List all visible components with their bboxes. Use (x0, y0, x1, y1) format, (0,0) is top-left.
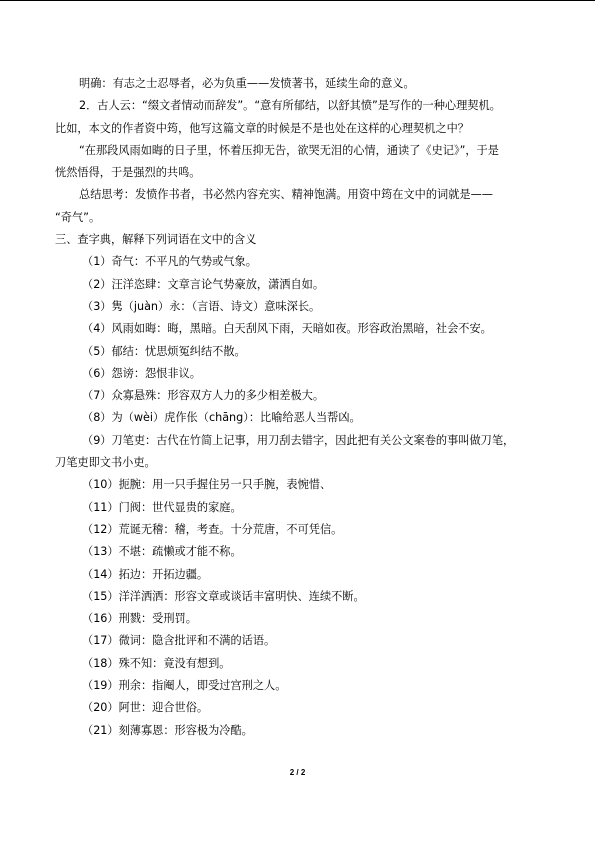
text-line: 总结思考：发愤作书者，书必然内容充实、精神饱满。用资中筠在文中的词就是—— (79, 188, 493, 202)
text-line: （20）阿世：迎合世俗。 (82, 701, 209, 715)
document-body (55, 73, 545, 742)
text-line: （16）刑戮：受刑罚。 (82, 612, 197, 626)
text-line: （11）门阀：世代显贵的家庭。 (82, 500, 242, 514)
text-line: “奇气”。 (55, 210, 101, 224)
text-line: 恍然悟得，于是强烈的共鸣。 (55, 166, 201, 180)
text-line: （13）不堪：疏懒或才能不称。 (82, 545, 242, 559)
text-line: 刀笔吏即文书小吏。 (55, 456, 156, 470)
text-line: （19）刑余：指阉人，即受过宫刑之人。 (82, 679, 287, 693)
text-line: “在那段风雨如晦的日子里，怀着压抑无告，欲哭无泪的心情，通读了《史记》”，于是 (79, 143, 499, 157)
text-line: （9）刀笔吏：古代在竹简上记事，用刀刮去错字，因此把有关公文案卷的事叫做刀笔， (82, 433, 515, 447)
text-line: （3）隽（juàn）永：（言语、诗文）意味深长。 (82, 299, 321, 313)
text-line: （7）众寡悬殊：形容双方人力的多少相差极大。 (82, 389, 325, 403)
text-line: 三、查字典，解释下列词语在文中的含义 (55, 233, 257, 247)
text-line: （17）微词：隐含批评和不满的话语。 (82, 634, 276, 648)
text-line: （5）郁结：忧思烦冤纠结不散。 (82, 344, 246, 358)
page-number: 2 / 2 (289, 768, 306, 777)
text-line: （6）怨谤：怨恨非议。 (82, 366, 201, 380)
text-line: （18）殊不知：竟没有想到。 (82, 656, 231, 670)
text-line: （12）荒诞无稽：稽，考查。十分荒唐，不可凭信。 (82, 522, 343, 536)
text-line: （15）洋洋洒洒：形容文章或谈话丰富明快、连续不断。 (82, 589, 365, 603)
text-line: 比如，本文的作者资中筠，他写这篇文章的时候是不是也处在这样的心理契机之中？ (55, 121, 469, 135)
text-line: （1）奇气：不平凡的气势或气象。 (82, 255, 257, 269)
text-line: （8）为（wèi）虎作伥（chāng）：比喻给恶人当帮凶。 (82, 411, 361, 425)
text-line: （2）汪洋恣肆：文章言论气势豪放，潇洒自如。 (82, 277, 325, 291)
header-rule (0, 0, 595, 1)
text-line: 2．古人云：“缀文者情动而辞发”。“意有所郁结，以舒其愤”是写作的一种心理契机。 (79, 99, 501, 113)
text-line: （10）扼腕：用一只手握住另一只手腕，表惋惜、 (82, 478, 332, 492)
text-line: （21）刻薄寡恩：形容极为冷酷。 (82, 723, 253, 737)
text-line: 明确：有志之士忍辱者，必为负重——发愤著书，延续生命的意义。 (79, 77, 415, 90)
text-line: （4）风雨如晦：晦，黑暗。白天刮风下雨，天暗如夜。形容政治黑暗，社会不安。 (82, 322, 492, 336)
text-line: （14）拓边：开拓边疆。 (82, 567, 209, 581)
